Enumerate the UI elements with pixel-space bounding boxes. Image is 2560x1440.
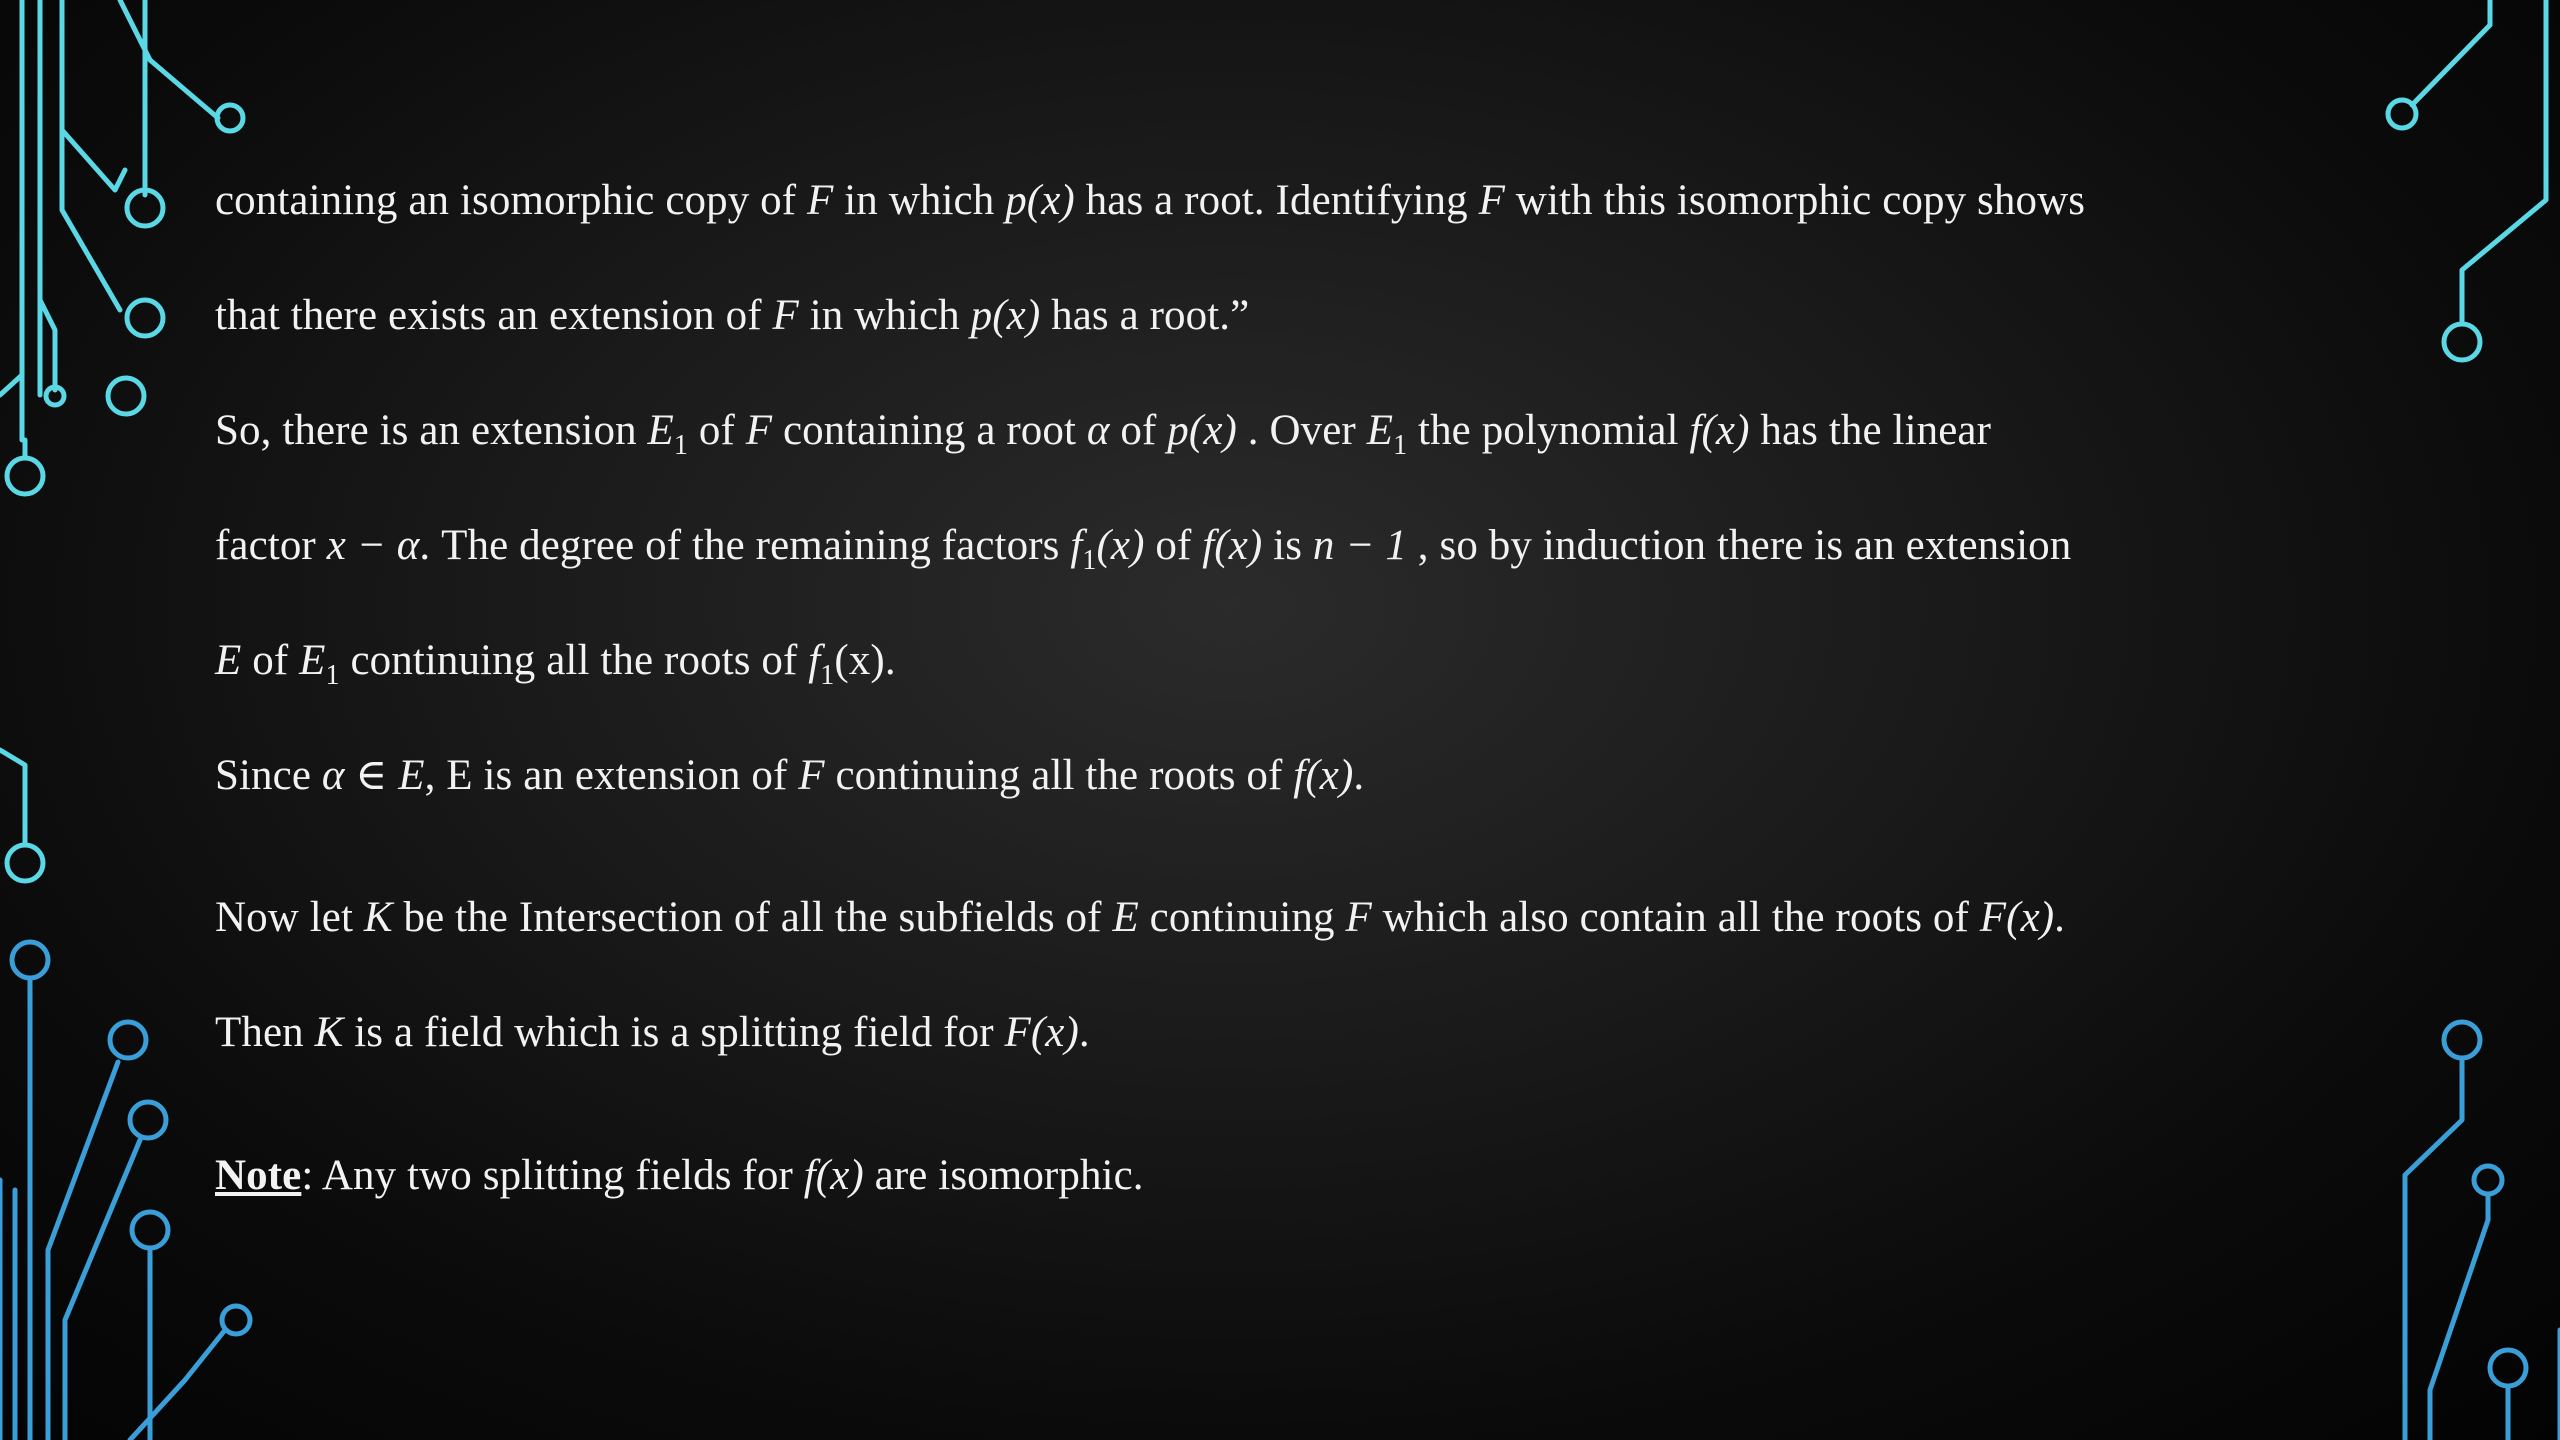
text-run: . The degree of the remaining factors <box>419 522 1071 569</box>
math-expression: F <box>798 752 825 799</box>
text-line <box>215 748 1364 804</box>
math-expression: F <box>745 407 773 454</box>
math-expression: p(x) <box>1167 407 1237 454</box>
math-expression: f <box>808 637 821 684</box>
text-run: continuing all the roots of <box>824 752 1294 799</box>
text-run: which also contain all the roots of <box>1371 894 1980 941</box>
math-expression: E <box>1366 407 1394 454</box>
text-run: . <box>1353 752 1365 799</box>
text-run: factor <box>215 522 327 569</box>
math-expression: E <box>1112 894 1139 941</box>
text-run: . <box>2054 894 2066 941</box>
text-run: of <box>688 407 746 454</box>
text-run: of <box>241 637 300 684</box>
text-run: So, there is an extension <box>215 407 648 454</box>
math-expression: K <box>363 894 393 941</box>
text-run: that there exists an extension of <box>215 292 773 339</box>
math-expression: x − α <box>326 522 420 569</box>
text-run: . Over <box>1236 407 1367 454</box>
math-subscript: 1 <box>1082 545 1097 576</box>
math-expression: F <box>1478 177 1505 224</box>
text-run: has the linear <box>1749 407 1992 454</box>
text-run: Since <box>215 752 322 799</box>
text-run: Now let <box>215 894 364 941</box>
math-expression: E <box>647 407 674 454</box>
circuit-mid-left <box>0 750 43 881</box>
math-expression: E <box>299 637 326 684</box>
text-run: with this isomorphic copy shows <box>1504 177 2086 224</box>
text-run: has a root.” <box>1040 292 1250 339</box>
math-expression: F <box>807 177 834 224</box>
text-line <box>215 633 896 694</box>
math-expression: E <box>215 637 242 684</box>
math-expression: F <box>1345 894 1372 941</box>
circuit-top-left <box>0 0 243 494</box>
math-expression: F <box>772 292 799 339</box>
text-line <box>215 173 2085 229</box>
math-expression: f(x) <box>1293 752 1354 799</box>
text-line <box>215 288 1249 344</box>
math-expression: f(x) <box>803 1152 864 1199</box>
math-expression: n − 1 <box>1312 522 1407 569</box>
text-run: is a field which is a splitting field for <box>343 1009 1005 1056</box>
text-run: , E is an extension of <box>424 752 799 799</box>
text-run: is <box>1262 522 1313 569</box>
note-label: Note <box>215 1152 302 1199</box>
text-run: : Any two splitting fields for <box>301 1152 804 1199</box>
text-run: Then <box>215 1009 315 1056</box>
note-line <box>215 1148 1144 1204</box>
text-line <box>215 403 1991 464</box>
math-expression: F(x) <box>1004 1009 1079 1056</box>
text-run: (x). <box>834 637 896 684</box>
math-expression: p(x) <box>1005 177 1075 224</box>
math-subscript: 1 <box>673 430 689 461</box>
math-expression: α ∈ E <box>321 752 425 799</box>
circuit-bottom-left <box>0 942 250 1440</box>
math-expression: α <box>1086 407 1110 454</box>
math-subscript: 1 <box>1393 430 1408 461</box>
text-run: continuing <box>1138 894 1346 941</box>
text-run: , so by induction there is an extension <box>1406 522 2072 569</box>
text-run: has a root. Identifying <box>1074 177 1479 224</box>
math-expression: F(x) <box>1979 894 2055 941</box>
circuit-top-right <box>2388 0 2546 360</box>
text-run: . <box>1078 1009 1090 1056</box>
math-expression: p(x) <box>970 292 1041 339</box>
text-run: of <box>1109 407 1168 454</box>
text-run: be the Intersection of all the subfields of <box>392 894 1113 941</box>
text-run: containing an isomorphic copy of <box>215 177 808 224</box>
text-run: in which <box>833 177 1006 224</box>
text-run: in which <box>798 292 971 339</box>
text-run: are isomorphic. <box>863 1152 1144 1199</box>
math-expression: f <box>1070 522 1083 569</box>
text-run: the polynomial <box>1407 407 1690 454</box>
text-run: of <box>1144 522 1203 569</box>
math-subscript: 1 <box>820 660 835 691</box>
math-expression: K <box>314 1009 344 1056</box>
text-line <box>215 890 2065 946</box>
math-subscript: 1 <box>325 660 340 691</box>
text-line <box>215 518 2071 579</box>
text-line <box>215 1005 1090 1061</box>
math-expression: f(x) <box>1202 522 1263 569</box>
circuit-bottom-right <box>2405 1022 2560 1440</box>
text-run: containing a root <box>772 407 1087 454</box>
math-expression: f(x) <box>1689 407 1750 454</box>
text-run: continuing all the roots of <box>339 637 809 684</box>
math-expression: (x) <box>1096 522 1145 569</box>
